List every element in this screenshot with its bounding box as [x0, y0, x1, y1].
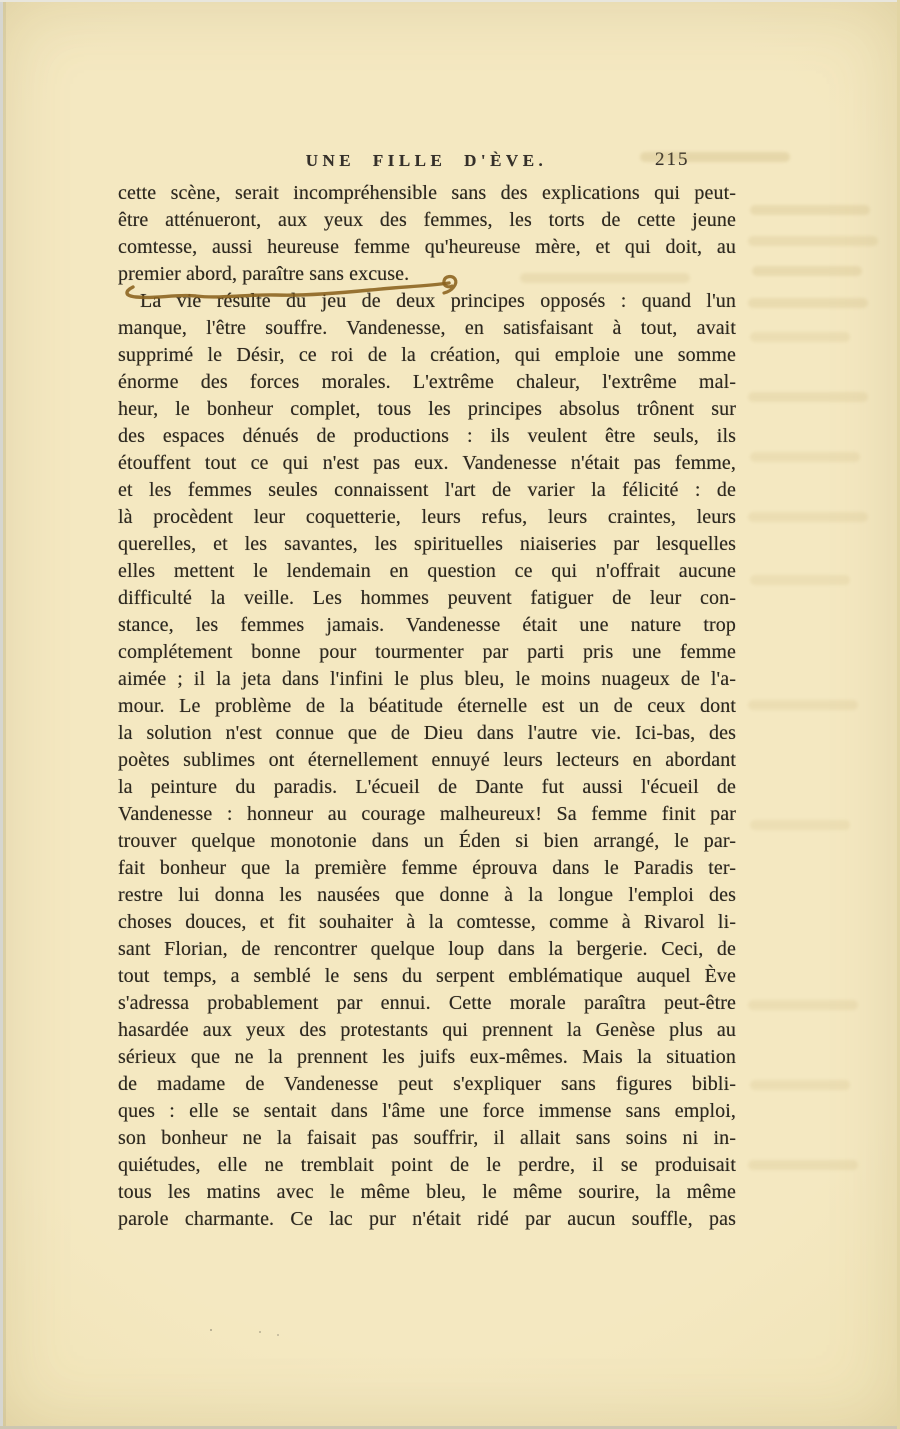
show-through-ghost — [750, 1080, 850, 1090]
text-line: là procèdent leur coquetterie, leurs refus, leurs craintes, leurs — [118, 506, 736, 528]
text-line: manque, l'être souffre. Vandenesse, en satisfaisant à tout, avait — [118, 317, 736, 339]
text-line: poètes sublimes ont éternellement ennuyé leurs lecteurs en abordant — [118, 749, 736, 771]
text-line: tout temps, a semblé le sens du serpent emblématique auquel Ève — [118, 965, 736, 987]
text-line: comtesse, aussi heureuse femme qu'heureuse mère, et qui doit, au — [118, 236, 736, 258]
show-through-ghost — [640, 152, 790, 162]
page-number: 215 — [655, 149, 690, 170]
show-through-ghost — [748, 298, 868, 308]
text-line: choses douces, et fit souhaiter à la comtesse, comme à Rivarol li- — [118, 911, 736, 933]
text-line: fait bonheur que la première femme éprouva dans le Paradis ter- — [118, 857, 736, 879]
text-line: elles mettent le lendemain en question ce qui n'offrait aucune — [118, 560, 736, 582]
text-line: la solution n'est connue que de Dieu dans l'autre vie. Ici-bas, des — [118, 722, 736, 744]
text-line: de madame de Vandenesse peut s'expliquer sans figures bibli- — [118, 1073, 736, 1095]
text-line: sant Florian, de rencontrer quelque loup dans la bergerie. Ceci, de — [118, 938, 736, 960]
show-through-ghost — [750, 820, 850, 830]
text-line: cette scène, serait incompréhensible sans des explications qui peut- — [118, 182, 736, 204]
text-line: parole charmante. Ce lac pur n'était ridé par aucun souffle, pas — [118, 1208, 736, 1230]
text-line: heur, le bonheur complet, tous les principes absolus trônent sur — [118, 398, 736, 420]
show-through-ghost — [748, 700, 858, 710]
text-line: Vandenesse : honneur au courage malheureux! Sa femme finit par — [118, 803, 736, 825]
text-line: trouver quelque monotonie dans un Éden si bien arrangé, le par- — [118, 830, 736, 852]
text-line: supprimé le Désir, ce roi de la création, qui emploie une somme — [118, 344, 736, 366]
show-through-ghost — [752, 266, 862, 276]
show-through-ghost — [748, 236, 878, 246]
text-line: s'adressa probablement par ennui. Cette morale paraîtra peut-être — [118, 992, 736, 1014]
text-line: énorme des forces morales. L'extrême chaleur, l'extrême mal- — [118, 371, 736, 393]
text-line: aimée ; il la jeta dans l'infini le plus bleu, le moins nuageux de l'a- — [118, 668, 736, 690]
text-line: premier abord, paraître sans excuse. — [118, 263, 410, 285]
text-line: son bonheur ne la faisait pas souffrir, il allait sans soins ni in- — [118, 1127, 736, 1149]
show-through-ghost — [748, 1000, 858, 1010]
running-title: UNE FILLE D'ÈVE. — [305, 151, 548, 170]
page-edge-top — [0, 0, 900, 2]
page-edge-left-shadow — [3, 0, 6, 1429]
show-through-ghost — [750, 575, 850, 585]
text-line: la peinture du paradis. L'écueil de Dante fut aussi l'écueil de — [118, 776, 736, 798]
text-line: La vie résulte du jeu de deux principes opposés : quand l'un — [140, 290, 736, 312]
text-line: quiétudes, elle ne tremblait point de le perdre, il se produisait — [118, 1154, 736, 1176]
page-text — [118, 180, 736, 1233]
ink-speck — [210, 1329, 212, 1331]
show-through-ghost — [520, 273, 690, 283]
text-line: des espaces dénués de productions : ils veulent être seuls, ils — [118, 425, 736, 447]
text-line: querelles, et les savantes, les spirituelles niaiseries par lesquelles — [118, 533, 736, 555]
text-line: tous les matins avec le même bleu, le même sourire, la même — [118, 1181, 736, 1203]
text-line: restre lui donna les nausées que donne à la longue l'emploi des — [118, 884, 736, 906]
show-through-ghost — [748, 1160, 858, 1170]
show-through-ghost — [748, 392, 868, 402]
text-line: mour. Le problème de la béatitude éternelle est un de ceux dont — [118, 695, 736, 717]
text-line: être atténueront, aux yeux des femmes, les torts de cette jeune — [118, 209, 736, 231]
show-through-ghost — [750, 205, 870, 215]
text-line: difficulté la veille. Les hommes peuvent fatiguer de leur con- — [118, 587, 736, 609]
text-line: étouffent tout ce qui n'est pas eux. Vandenesse n'était pas femme, — [118, 452, 736, 474]
show-through-ghost — [748, 512, 868, 522]
text-line: ques : elle se sentait dans l'âme une force immense sans emploi, — [118, 1100, 736, 1122]
show-through-ghost — [750, 452, 860, 462]
ink-speck — [259, 1331, 261, 1333]
ink-speck — [277, 1334, 279, 1336]
text-line: hasardée aux yeux des protestants qui prennent la Genèse plus au — [118, 1019, 736, 1041]
text-line: sérieux que ne la prennent les juifs eux-mêmes. Mais la situation — [118, 1046, 736, 1068]
text-line: stance, les femmes jamais. Vandenesse était une nature trop — [118, 614, 736, 636]
text-line: complétement bonne pour tourmenter par parti pris une femme — [118, 641, 736, 663]
show-through-ghost — [750, 332, 850, 342]
text-line: et les femmes seules connaissent l'art de varier la félicité : de — [118, 479, 736, 501]
